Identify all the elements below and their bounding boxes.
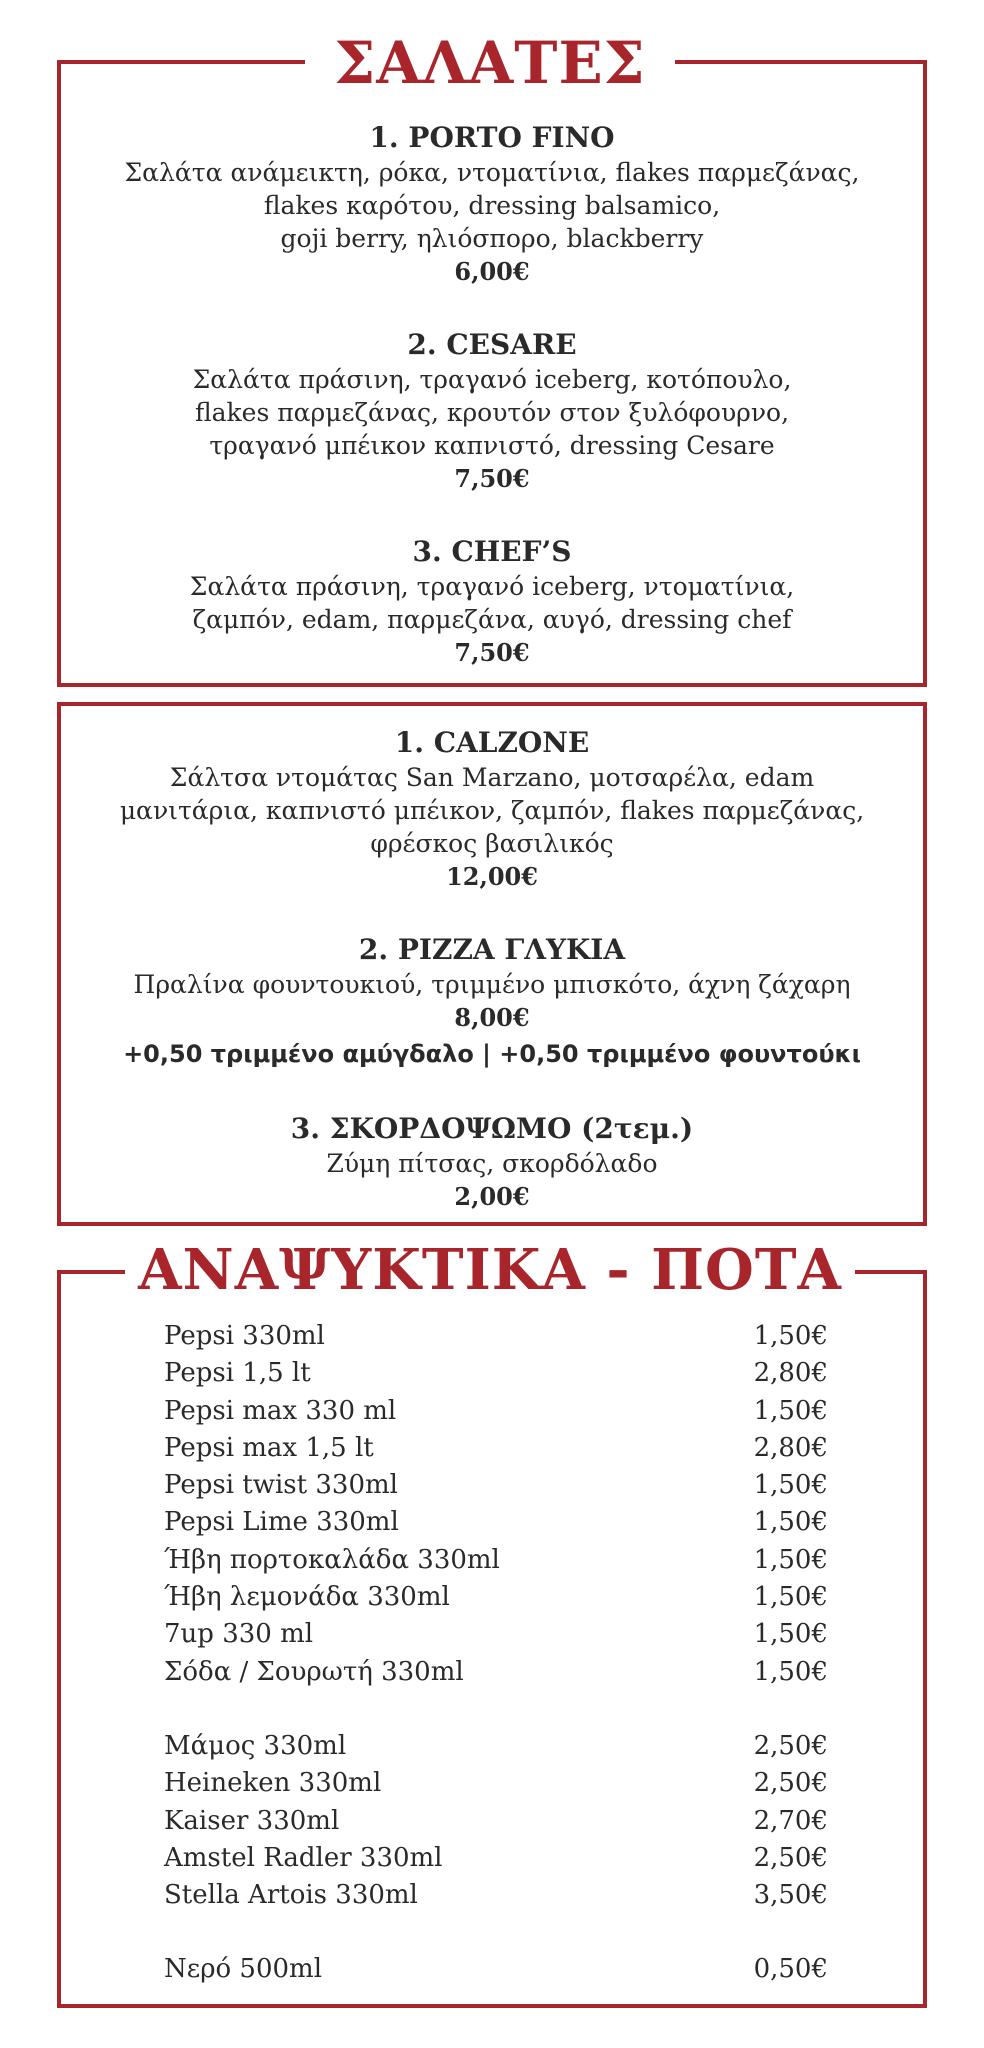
item-name: 1. PORTO FINO <box>369 121 615 154</box>
item-description-line: φρέσκος βασιλικός <box>370 829 614 858</box>
item-description-line: Σαλάτα ανάμεικτη, ρόκα, ντοματίνια, flakes παρμεζάνας, <box>124 158 860 187</box>
drink-name: Pepsi max 1,5 lt <box>164 1432 374 1463</box>
salads-list <box>0 120 984 708</box>
drink-row <box>164 1840 828 1877</box>
item-name: 3. ΣΚΟΡΔΟΨΩΜΟ (2τεμ.) <box>290 1112 694 1145</box>
drink-name: Heineken 330ml <box>164 1768 382 1799</box>
drink-price: 1,50€ <box>753 1656 828 1687</box>
pizza-list <box>0 725 984 1252</box>
drink-price: 1,50€ <box>753 1395 828 1426</box>
drink-row <box>164 1803 828 1840</box>
item-name: 2. PIZZA ΓΛΥΚΙΑ <box>358 933 626 966</box>
item-description-line: Ζύμη πίτσας, σκορδόλαδο <box>326 1149 658 1178</box>
drink-row <box>164 1579 828 1616</box>
item-description-line: μανιτάρια, καπνιστό μπέικον, ζαμπόν, flakes παρμεζάνας, <box>119 796 865 825</box>
drink-name: Νερό 500ml <box>164 1954 323 1985</box>
drink-row <box>164 1318 828 1355</box>
menu-item <box>0 327 984 496</box>
drink-price: 2,80€ <box>753 1358 828 1389</box>
drink-price: 0,50€ <box>753 1954 828 1985</box>
drink-row <box>164 1355 828 1392</box>
drink-row <box>164 1393 828 1430</box>
drink-name: Ήβη πορτοκαλάδα 330ml <box>164 1544 500 1575</box>
item-price: 7,50€ <box>454 638 530 667</box>
drink-name: Ήβη λεμονάδα 330ml <box>164 1582 450 1613</box>
drink-group-water <box>164 1951 828 1988</box>
drink-row <box>164 1654 828 1691</box>
drink-group-beer <box>164 1728 828 1914</box>
drink-row <box>164 1877 828 1914</box>
drink-name: Pepsi twist 330ml <box>164 1470 398 1501</box>
drink-price: 2,50€ <box>753 1768 828 1799</box>
item-description-line: Πραλίνα φουντουκιού, τριμμένο μπισκότο, άχνη ζάχαρη <box>133 970 851 999</box>
drink-price: 2,80€ <box>753 1432 828 1463</box>
drink-group-soft <box>164 1318 828 1691</box>
drink-row <box>164 1765 828 1802</box>
drink-price: 1,50€ <box>753 1582 828 1613</box>
item-name: 1. CALZONE <box>394 726 590 759</box>
drink-price: 1,50€ <box>753 1544 828 1575</box>
drink-name: Kaiser 330ml <box>164 1805 340 1836</box>
menu-item <box>0 534 984 670</box>
drinks-section-title: ΑΝΑΨΥΚΤΙΚΑ - ΠΟΤΑ <box>125 1242 855 1298</box>
salads-section-title: ΣΑΛΑΤΕΣ <box>305 34 675 92</box>
drink-row <box>164 1467 828 1504</box>
drink-name: Σόδα / Σουρωτή 330ml <box>164 1656 464 1687</box>
item-name: 2. CESARE <box>407 328 577 361</box>
drink-price: 2,70€ <box>753 1805 828 1836</box>
drink-name: Pepsi Lime 330ml <box>164 1507 399 1538</box>
drink-name: Stella Artois 330ml <box>164 1880 418 1911</box>
drink-row <box>164 1616 828 1653</box>
item-description-line: Σάλτσα ντομάτας San Marzano, μοτσαρέλα, edam <box>169 763 815 792</box>
item-description-line: flakes παρμεζάνας, κρουτόν στον ξυλόφουρνο, <box>194 398 790 427</box>
item-extras: +0,50 τριμμένο αμύγδαλο | +0,50 τριμμένο φουντούκι <box>123 1040 861 1068</box>
drink-name: Μάμος 330ml <box>164 1730 347 1761</box>
drink-row <box>164 1430 828 1467</box>
drink-price: 1,50€ <box>753 1619 828 1650</box>
drink-row <box>164 1504 828 1541</box>
item-price: 6,00€ <box>454 257 530 286</box>
item-name: 3. CHEF’S <box>412 535 572 568</box>
menu-item <box>0 1111 984 1214</box>
drink-name: Pepsi max 330 ml <box>164 1395 397 1426</box>
item-description-line: Σαλάτα πράσινη, τραγανό iceberg, ντοματίνια, <box>189 572 795 601</box>
item-description-line: ζαμπόν, edam, παρμεζάνα, αυγό, dressing chef <box>192 605 792 634</box>
drink-name: Amstel Radler 330ml <box>164 1842 443 1873</box>
drink-price: 1,50€ <box>753 1470 828 1501</box>
drink-price: 3,50€ <box>753 1880 828 1911</box>
drink-price: 1,50€ <box>753 1507 828 1538</box>
menu-item <box>0 120 984 289</box>
drink-name: 7up 330 ml <box>164 1619 314 1650</box>
item-price: 12,00€ <box>446 862 538 891</box>
item-price: 7,50€ <box>454 464 530 493</box>
drink-row <box>164 1542 828 1579</box>
item-description-line: goji berry, ηλιόσπορο, blackberry <box>280 224 704 253</box>
item-description-line: Σαλάτα πράσινη, τραγανό iceberg, κοτόπουλο, <box>192 365 792 394</box>
drink-name: Pepsi 1,5 lt <box>164 1358 311 1389</box>
item-description-line: τραγανό μπέικον καπνιστό, dressing Cesare <box>209 431 775 460</box>
drink-price: 1,50€ <box>753 1321 828 1351</box>
menu-item <box>0 932 984 1073</box>
item-price: 2,00€ <box>454 1182 530 1211</box>
item-description-line: flakes καρότου, dressing balsamico, <box>263 191 721 220</box>
drink-row <box>164 1951 828 1988</box>
item-price: 8,00€ <box>454 1003 530 1032</box>
drink-row <box>164 1728 828 1765</box>
drinks-list <box>164 1318 828 2026</box>
menu-item <box>0 725 984 894</box>
drink-price: 2,50€ <box>753 1842 828 1873</box>
drink-price: 2,50€ <box>753 1730 828 1761</box>
drink-name: Pepsi 330ml <box>164 1321 325 1351</box>
